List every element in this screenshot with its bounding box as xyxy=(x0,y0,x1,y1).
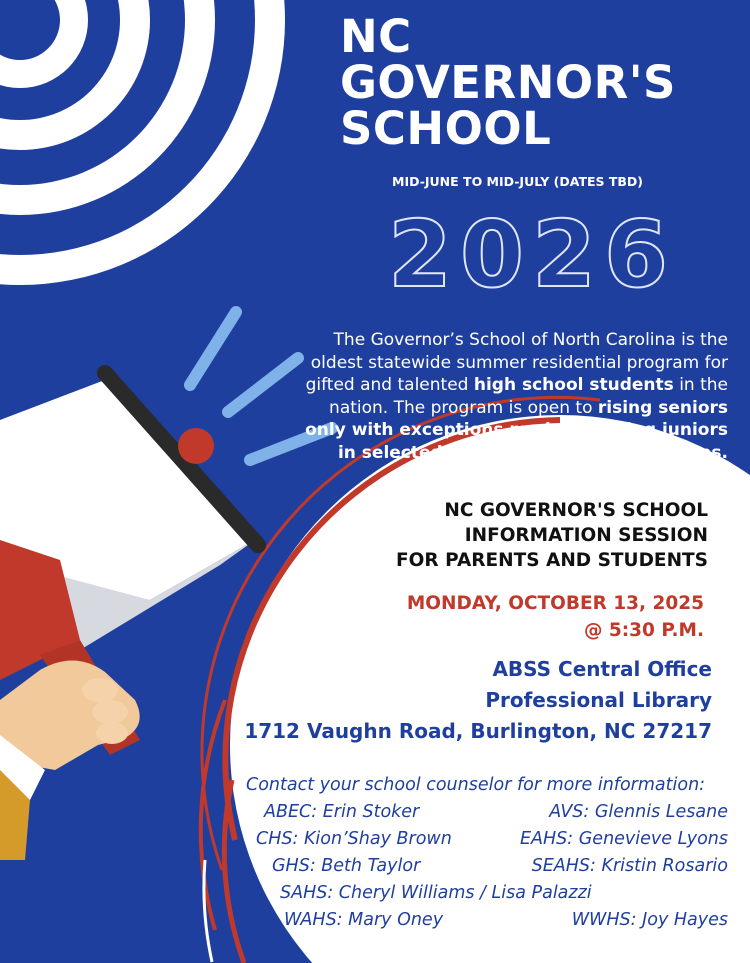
sound-rings-icon xyxy=(0,0,285,285)
session-heading xyxy=(308,498,708,573)
program-year: 2026 xyxy=(388,201,677,308)
contact-left: SAHS: Cheryl Williams / Lisa Palazzi xyxy=(280,883,592,903)
contact-row xyxy=(246,853,736,880)
session-line-1: NC GOVERNOR'S SCHOOL xyxy=(444,500,708,521)
contact-right: SEAHS: Kristin Rosario xyxy=(531,856,728,876)
session-line-3: FOR PARENTS AND STUDENTS xyxy=(396,550,708,571)
session-date: MONDAY, OCTOBER 13, 2025 xyxy=(406,593,704,614)
contact-right: WWHS: Joy Hayes xyxy=(571,910,728,930)
contact-row xyxy=(246,907,736,934)
title-line-2: GOVERNOR'S xyxy=(340,56,676,109)
counselor-contacts xyxy=(246,772,736,934)
contact-left: CHS: Kion’Shay Brown xyxy=(256,829,452,849)
location-line-1: ABSS Central Office xyxy=(492,657,712,681)
session-line-2: INFORMATION SESSION xyxy=(464,525,708,546)
description-highlight-1: high school students xyxy=(473,375,674,396)
program-dates: MID-JUNE TO MID-JULY (DATES TBD) xyxy=(392,174,644,189)
description-text-2: in the nation. The program is open to xyxy=(329,375,728,418)
location-address: 1712 Vaughn Road, Burlington, NC 27217 xyxy=(244,719,712,743)
session-datetime xyxy=(304,590,704,644)
contact-left: WAHS: Mary Oney xyxy=(284,910,444,930)
contact-right: AVS: Glennis Lesane xyxy=(549,802,728,822)
contact-left: GHS: Beth Taylor xyxy=(272,856,421,876)
title-line-1: NC xyxy=(340,10,412,63)
contact-left: ABEC: Erin Stoker xyxy=(264,802,420,822)
location-line-2: Professional Library xyxy=(485,688,712,712)
contact-right: EAHS: Genevieve Lyons xyxy=(519,829,728,849)
contact-row xyxy=(246,880,736,907)
hand-icon xyxy=(0,660,140,860)
program-description xyxy=(288,329,728,465)
contact-row xyxy=(246,799,736,826)
contacts-heading: Contact your school counselor for more information: xyxy=(246,775,706,795)
session-location xyxy=(192,654,712,747)
session-time: @ 5:30 P.M. xyxy=(583,620,704,641)
contact-row xyxy=(246,826,736,853)
program-title xyxy=(340,10,740,155)
description-highlight-2: rising seniors only with exceptions made for rising juniors in selected performing/visual arts areas. xyxy=(305,397,728,463)
title-line-3: SCHOOL xyxy=(340,102,552,155)
description-text-1: The Governor’s School of North Carolina is the oldest statewide summer residential program for gifted and talented xyxy=(305,330,728,396)
